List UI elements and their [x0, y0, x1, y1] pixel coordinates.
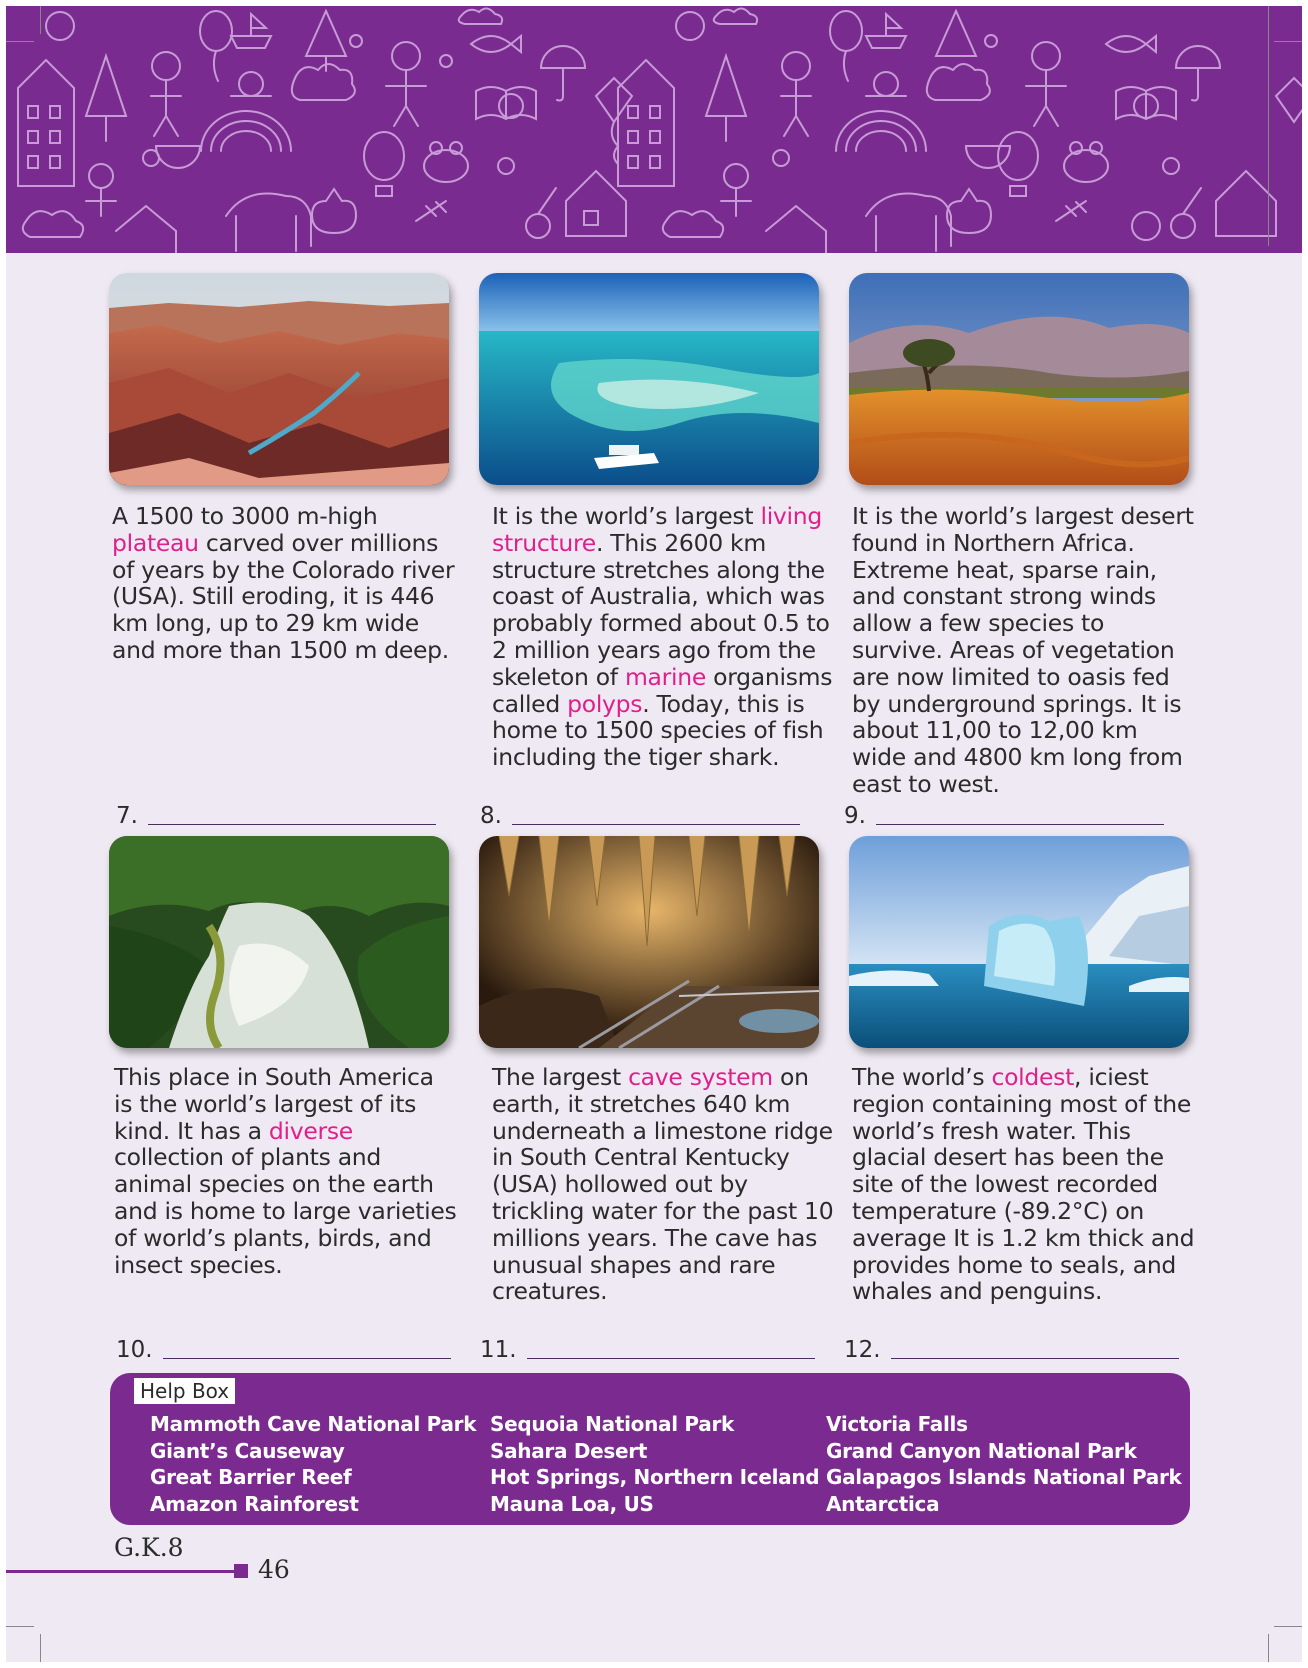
help-box-column-2 [490, 1411, 819, 1518]
question-number: 11. [480, 1337, 517, 1363]
description-coral-reef [492, 503, 837, 771]
book-code: G.K.8 [114, 1533, 184, 1562]
description-text: The largest [492, 1063, 629, 1091]
answer-line-11[interactable] [480, 1337, 815, 1363]
answer-line-8[interactable] [480, 803, 800, 829]
answer-blank[interactable] [876, 806, 1164, 825]
antarctic-iceberg-photo [849, 836, 1189, 1048]
question-number: 12. [844, 1337, 881, 1363]
description-text: on earth, it stretches 640 km underneath a limestone ridge in South Central Kentucky (USA) hollowed out by trickling water for the past 10 millions years. The cave has unusual shapes and rare creatures. [492, 1063, 834, 1306]
help-box-option: Sequoia National Park [490, 1412, 735, 1436]
crop-mark [6, 41, 34, 42]
footer-rule [6, 1570, 234, 1573]
crop-mark [1274, 1626, 1302, 1627]
footer-square [234, 1564, 248, 1578]
help-box-option: Great Barrier Reef [150, 1465, 352, 1490]
answer-line-12[interactable] [844, 1337, 1179, 1363]
answer-blank[interactable] [163, 1340, 451, 1359]
cave-photo [479, 836, 819, 1048]
description-text: organisms called [492, 662, 833, 718]
rainforest-photo [109, 836, 449, 1048]
help-box-option: Grand Canyon National Park [826, 1438, 1137, 1463]
answer-blank[interactable] [512, 806, 800, 825]
help-box-option: Amazon Rainforest [150, 1492, 359, 1517]
description-text: It is the world’s largest [492, 502, 761, 530]
description-text: . This 2600 km structure stretches along the coast of Australia, which was probably formed about 0.5 to 2 million years ago from the skeleton of [492, 528, 830, 691]
crop-mark [1274, 41, 1302, 42]
help-box-option: Mauna Loa, US [490, 1492, 654, 1517]
answer-line-7[interactable] [116, 803, 436, 829]
answer-blank[interactable] [148, 806, 436, 825]
page [6, 6, 1302, 1662]
help-box [110, 1373, 1190, 1525]
help-box-label: Help Box [134, 1378, 235, 1404]
coral-reef-photo [479, 273, 819, 485]
description-text: The world’s [852, 1063, 992, 1091]
description-text: . Today, this is home to 1500 species of fish including the tiger shark. [492, 689, 824, 772]
help-box-option: Giant’s Causeway [150, 1438, 345, 1463]
description-text: It is the world’s largest desert found in Northern Africa. Extreme heat, sparse rain, and constant strong winds allow a few species to survive. Areas of vegetation are now limited to oasis fed by underground springs. It is about 11,00 to 12,00 km wide and 4800 km long from east to west. [852, 502, 1194, 798]
answer-blank[interactable] [891, 1340, 1179, 1359]
highlighted-keyword: coldest [991, 1063, 1075, 1091]
help-box-option: Antarctica [826, 1492, 940, 1517]
grand-canyon-photo [109, 273, 449, 485]
crop-mark [1268, 6, 1269, 246]
description-text: This place in South America is the world’s largest of its kind. It has a [114, 1063, 434, 1145]
highlighted-keyword: cave system [628, 1063, 773, 1091]
crop-mark [40, 1634, 41, 1662]
desert-photo [849, 273, 1189, 485]
crop-mark [40, 6, 41, 34]
help-box-option: Victoria Falls [826, 1412, 968, 1436]
question-number: 9. [844, 803, 866, 829]
question-number: 7. [116, 803, 138, 829]
description-text: , iciest region containing most of the world’s fresh water. This glacial desert has been the site of the lowest recorded temperature (-89.2°C) on average It is 1.2 km thick and provides home to seals, and whales and penguins. [852, 1063, 1195, 1306]
highlighted-keyword: marine [624, 662, 706, 691]
answer-line-10[interactable] [116, 1337, 451, 1363]
description-grand-canyon [112, 503, 457, 664]
highlighted-keyword: polyps [567, 689, 643, 718]
answer-line-9[interactable] [844, 803, 1164, 829]
highlighted-keyword: plateau [112, 528, 199, 557]
description-text: A 1500 to 3000 m-high [112, 502, 378, 530]
description-text: carved over millions of years by the Colorado river (USA). Still eroding, it is 446 km long, up to 29 km wide and more than 1500 m deep. [112, 528, 455, 664]
highlighted-keyword: living structure [492, 502, 822, 557]
question-number: 8. [480, 803, 502, 829]
help-box-column-1 [150, 1411, 476, 1518]
help-box-column-3 [826, 1411, 1182, 1518]
highlighted-keyword: diverse [268, 1116, 353, 1145]
description-desert [852, 503, 1197, 798]
page-number: 46 [258, 1555, 290, 1584]
doodle-banner [6, 6, 1302, 253]
description-cave [492, 1064, 837, 1305]
help-box-option: Hot Springs, Northern Iceland [490, 1465, 820, 1490]
help-box-option: Galapagos Islands National Park [826, 1465, 1182, 1490]
question-number: 10. [116, 1337, 153, 1363]
crop-mark [1268, 1634, 1269, 1662]
help-box-option: Sahara Desert [490, 1438, 648, 1463]
description-antarctica [852, 1064, 1197, 1305]
answer-blank[interactable] [527, 1340, 815, 1359]
description-text: collection of plants and animal species on the earth and is home to large varieties of world’s plants, birds, and insect species. [114, 1143, 457, 1279]
help-box-option: Mammoth Cave National Park [150, 1412, 477, 1436]
crop-mark [6, 1626, 34, 1627]
description-rainforest [114, 1064, 459, 1278]
